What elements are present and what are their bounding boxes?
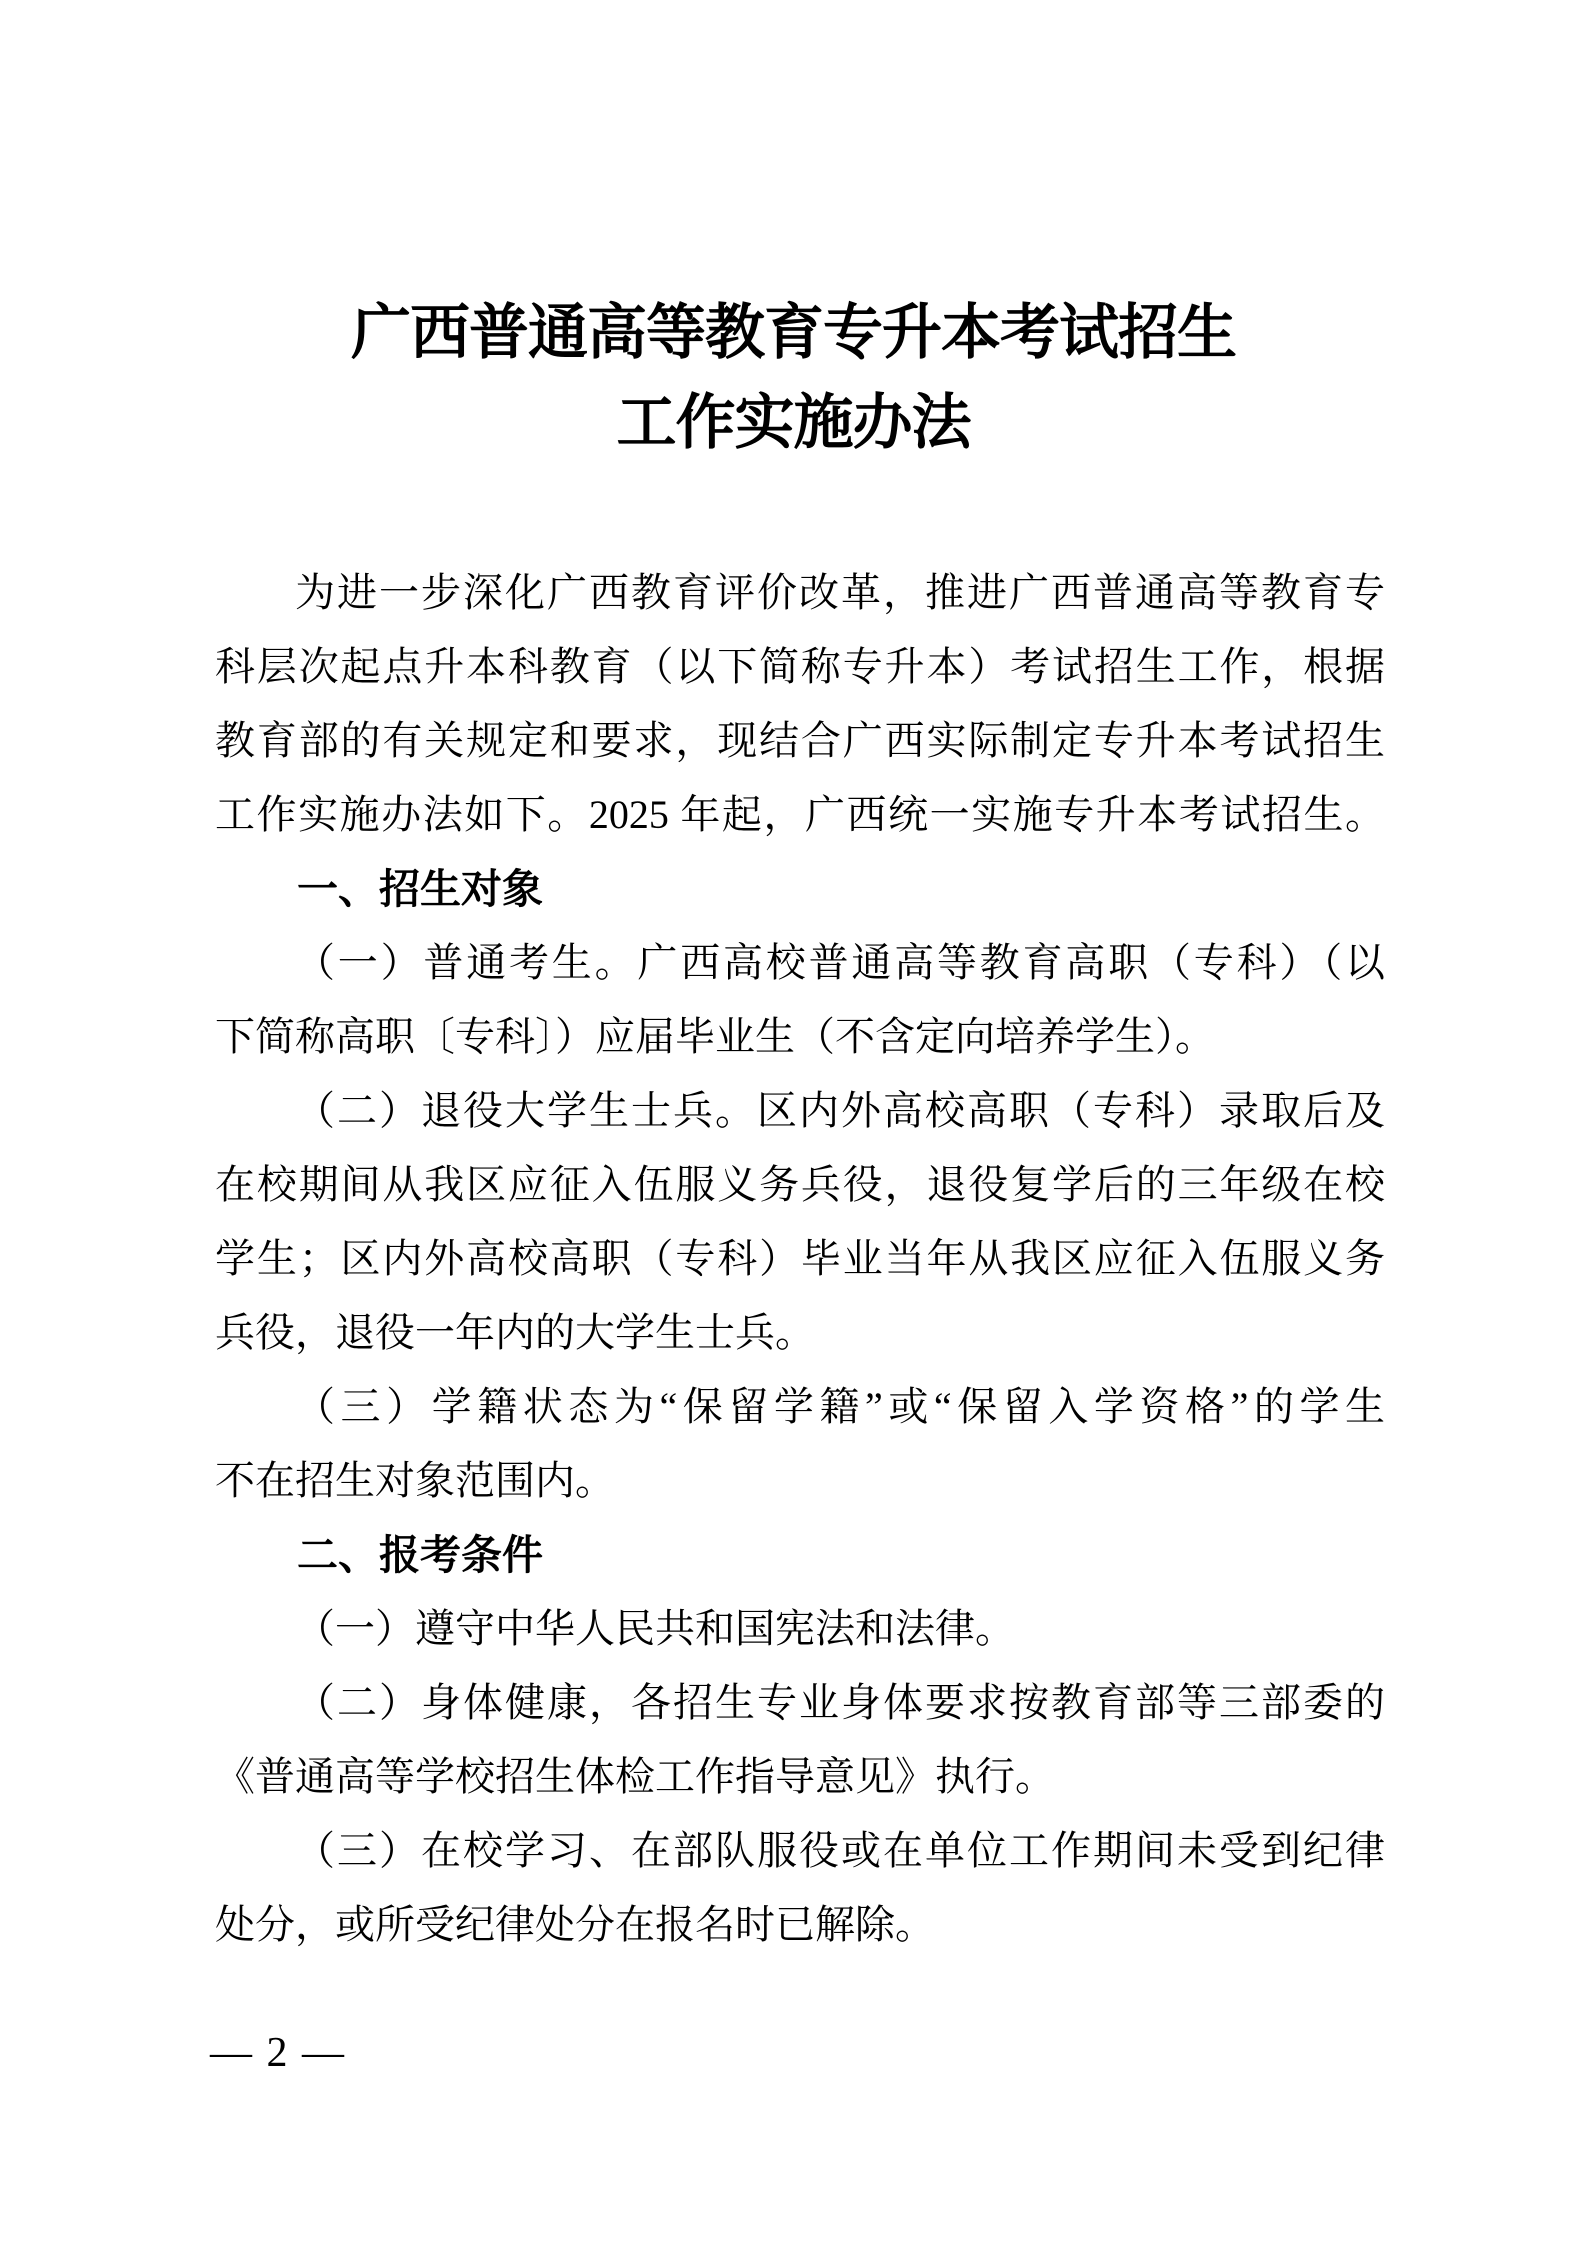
body-line: 兵役，退役一年内的大学生士兵。	[215, 1310, 815, 1355]
document-body	[215, 556, 1385, 1962]
body-line: 学生；区内外高校高职（专科）毕业当年从我区应征入伍服义务	[215, 1236, 1385, 1281]
section-heading: 二、报考条件	[297, 1532, 543, 1578]
body-line: （一）遵守中华人民共和国宪法和法律。	[295, 1606, 1015, 1651]
body-line: （三）在校学习、在部队服役或在单位工作期间未受到纪律	[295, 1828, 1385, 1873]
body-line: 科层次起点升本科教育（以下简称专升本）考试招生工作，根据	[215, 644, 1385, 689]
body-line: （一）普通考生。广西高校普通高等教育高职（专科）（以	[295, 940, 1385, 985]
body-line: 《普通高等学校招生体检工作指导意见》执行。	[215, 1754, 1055, 1799]
section-heading: 一、招生对象	[297, 866, 543, 912]
body-line: 在校期间从我区应征入伍服义务兵役，退役复学后的三年级在校	[215, 1162, 1385, 1207]
body-line: （三）学籍状态为“保留学籍”或“保留入学资格”的学生	[295, 1384, 1385, 1429]
body-line: 教育部的有关规定和要求，现结合广西实际制定专升本考试招生	[215, 718, 1385, 763]
document-title-line-1: 广西普通高等教育专升本考试招生	[351, 300, 1236, 366]
document-title-line-2: 工作实施办法	[616, 390, 971, 456]
body-line: 不在招生对象范围内。	[215, 1458, 615, 1503]
document-title	[0, 288, 1587, 468]
body-line: （二）退役大学生士兵。区内外高校高职（专科）录取后及	[295, 1088, 1385, 1133]
body-line: 处分，或所受纪律处分在报名时已解除。	[215, 1902, 935, 1947]
body-line: 下简称高职〔专科〕）应届毕业生（不含定向培养学生）。	[215, 1014, 1215, 1059]
body-line: 为进一步深化广西教育评价改革，推进广西普通高等教育专	[295, 570, 1385, 615]
body-line: （二）身体健康，各招生专业身体要求按教育部等三部委的	[295, 1680, 1385, 1725]
body-line: 工作实施办法如下。2025 年起，广西统一实施专升本考试招生。	[215, 792, 1385, 837]
page-footer	[210, 2028, 346, 2078]
page-number: — 2 —	[210, 2030, 346, 2076]
